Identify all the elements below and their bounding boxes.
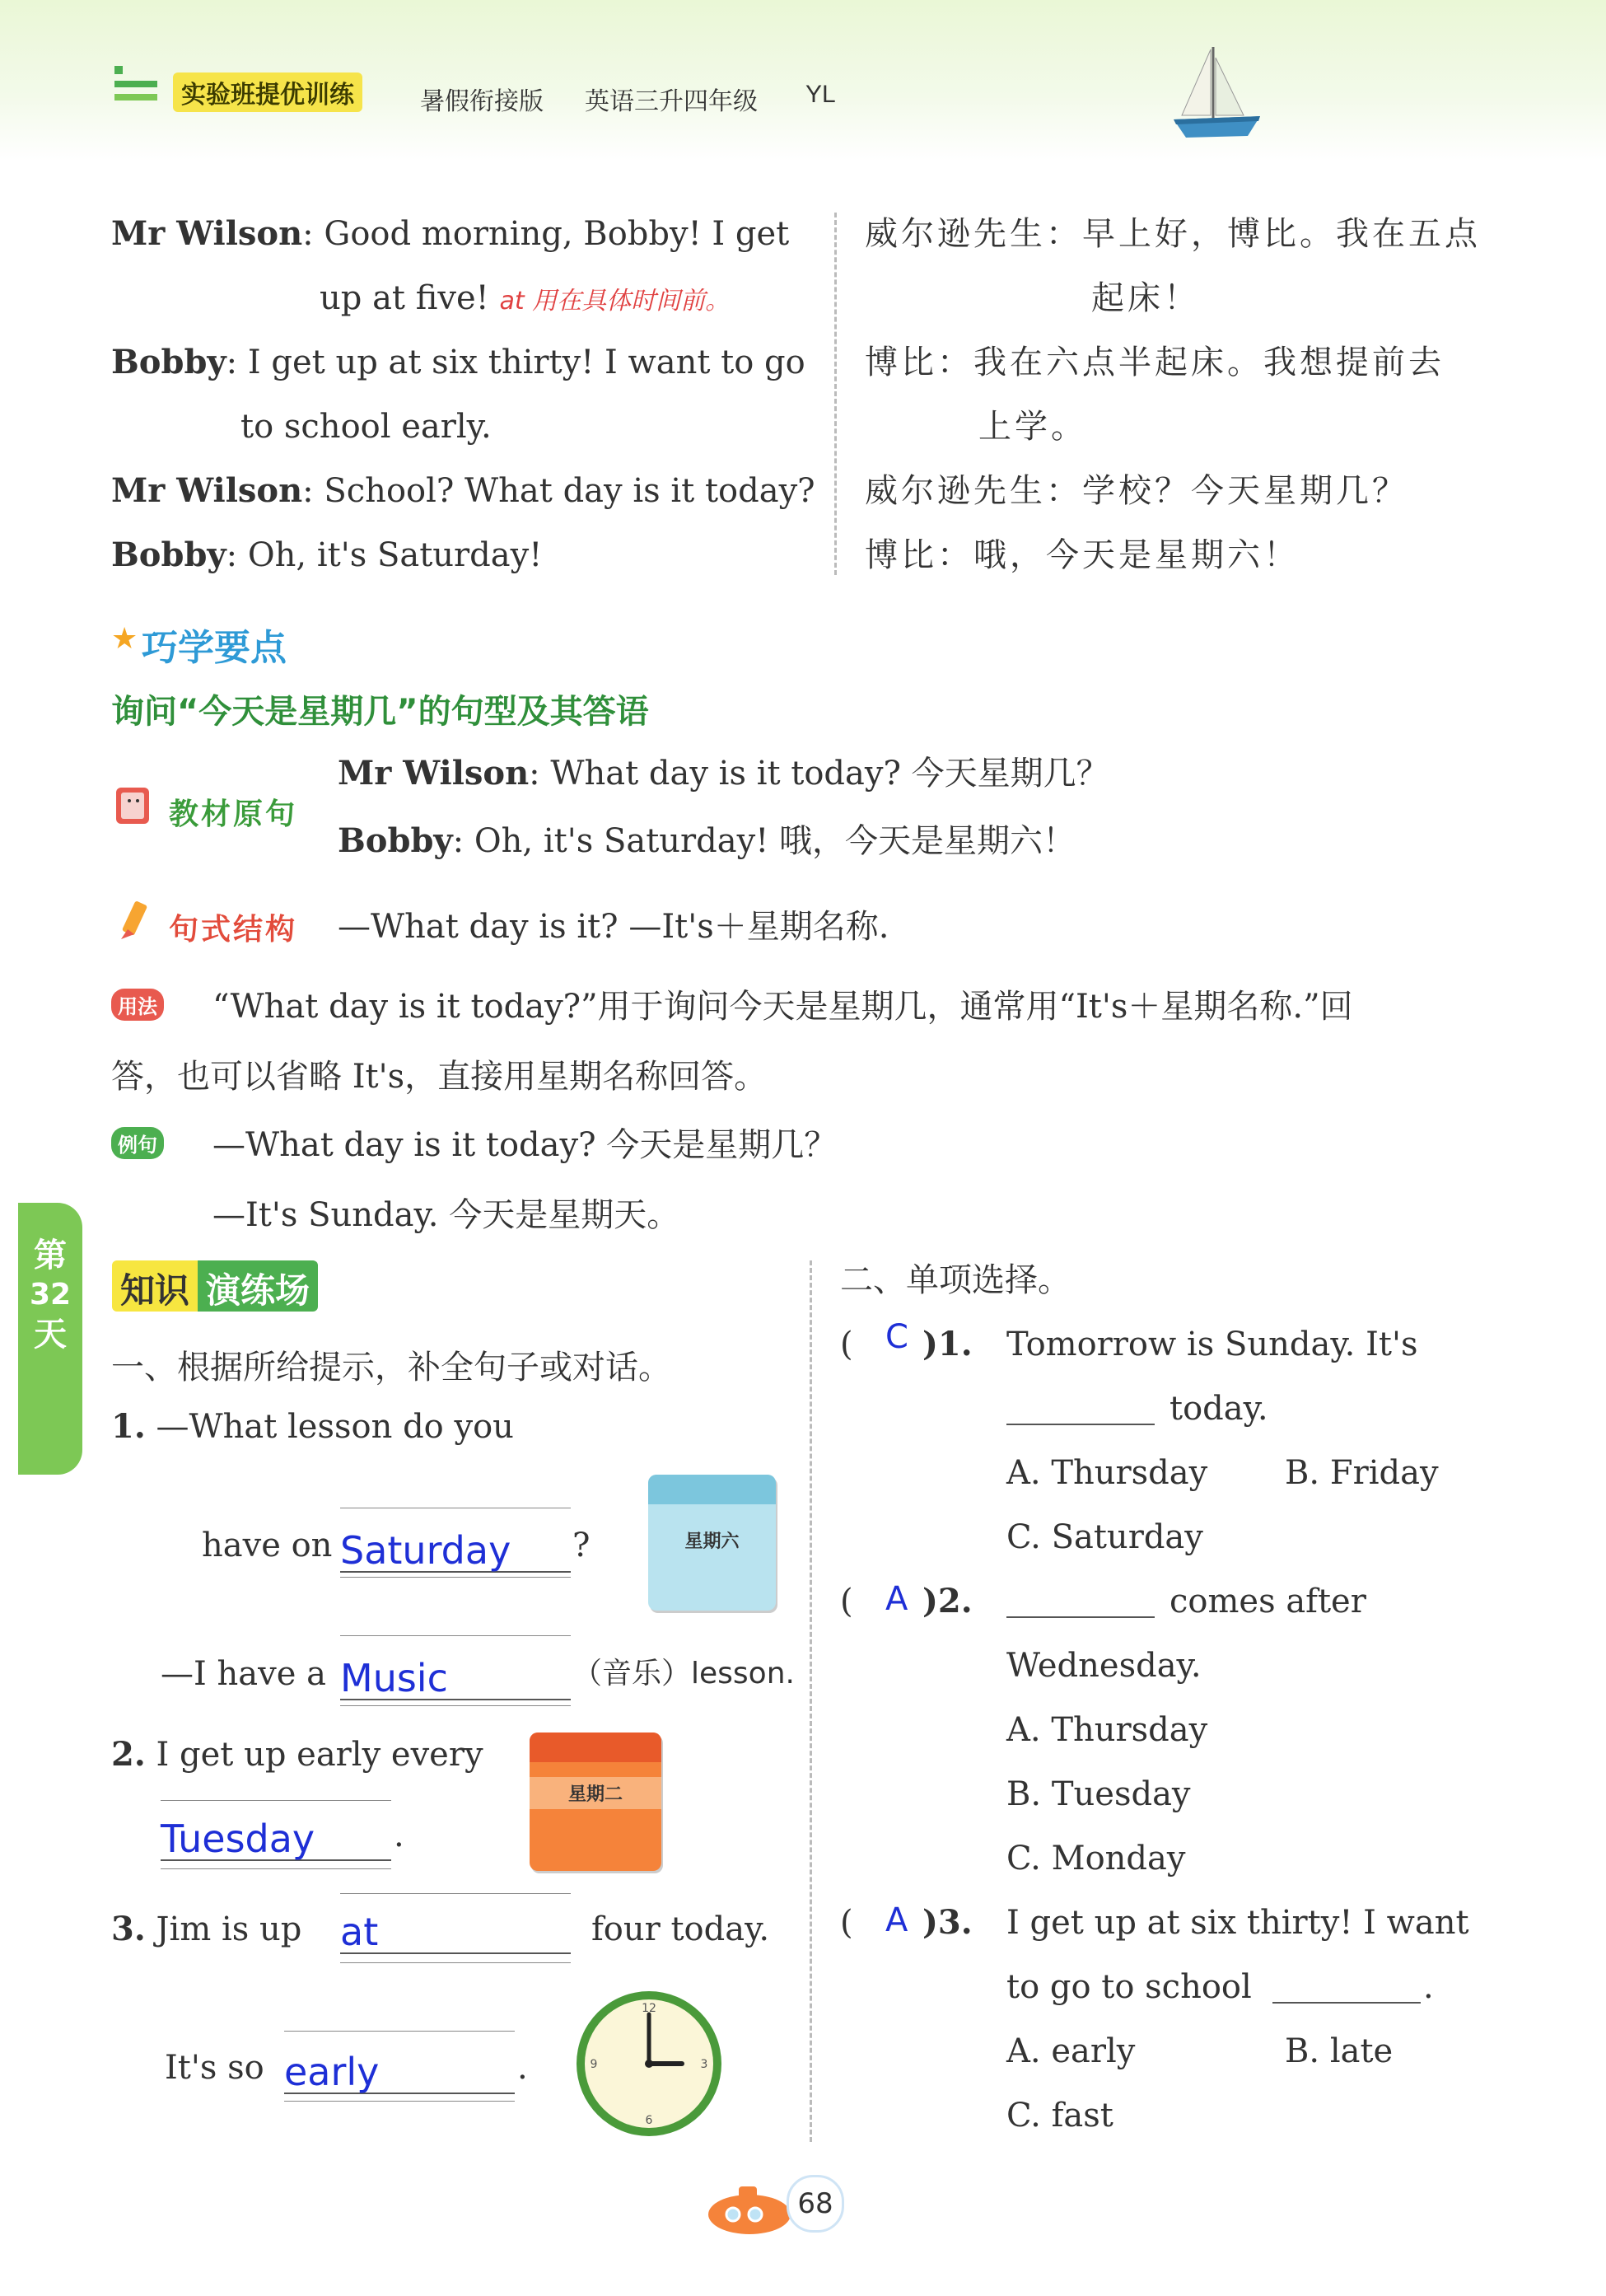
mc3-stem1: I get up at six thirty! I want <box>1006 1904 1469 1942</box>
guide-line <box>340 1635 571 1636</box>
q1-answer: Saturday <box>340 1528 511 1573</box>
day-side-tab: 第 32 天 <box>18 1203 82 1475</box>
mc3-stem2: to go to school <box>1006 1968 1252 2006</box>
textbook-label: 教材原句 <box>169 797 298 831</box>
translation-line-3: 威尔逊先生：学校？今天星期几？ <box>865 472 1408 510</box>
q3-line2-end: . <box>517 2049 528 2087</box>
header-subject: 英语三升四年级 <box>585 87 758 116</box>
practice-banner: 知识 演练场 <box>112 1260 318 1312</box>
guide-line <box>284 2101 515 2102</box>
guide-line <box>340 1893 571 1894</box>
guide-line <box>161 1800 391 1801</box>
mc1-answer: C <box>885 1318 908 1356</box>
usage-line-2: 答，也可以省略 It's，直接用星期名称回答。 <box>111 1058 768 1096</box>
mc2-option-c[interactable]: C. Monday <box>1006 1840 1186 1877</box>
mc2-stem1: comes after <box>1169 1583 1366 1620</box>
mc3-option-b[interactable]: B. late <box>1285 2032 1394 2070</box>
mc3-period: . <box>1423 1968 1434 2006</box>
example-line-1: —What day is it today? 今天是星期几？ <box>212 1126 838 1164</box>
mc3-num: )3. <box>922 1903 973 1942</box>
q1-line: 1. —What lesson do you <box>111 1407 514 1446</box>
part2-title: 二、单项选择。 <box>840 1261 1071 1299</box>
q1-reply-blank[interactable] <box>340 1656 571 1700</box>
q1-reply-answer: Music <box>340 1656 448 1700</box>
guide-line <box>161 1868 391 1869</box>
guide-line <box>340 1705 571 1706</box>
q3-line2-blank[interactable] <box>284 2050 515 2094</box>
q3-line2-answer: early <box>284 2050 380 2094</box>
guide-line <box>340 1577 571 1578</box>
mc1-option-b[interactable]: B. Friday <box>1285 1454 1439 1492</box>
q1-have-on: have on <box>202 1527 333 1564</box>
key-points-subtitle: 询问“今天是星期几”的句型及其答语 <box>111 693 649 731</box>
q3-blank[interactable] <box>340 1910 571 1954</box>
grammar-note: at 用在具体时间前。 <box>499 287 731 316</box>
clock-icon <box>571 1985 727 2142</box>
translation-line-4: 博比：哦，今天是星期六！ <box>865 536 1300 574</box>
mc2-num: )2. <box>922 1582 973 1620</box>
q1-reply-end: （音乐）lesson. <box>572 1657 795 1690</box>
q2-line: 2. I get up early every <box>111 1735 483 1774</box>
star-icon: ★ <box>111 622 138 656</box>
usage-line-1: “What day is it today?”用于询问今天是星期几，通常用“It's＋星期名称.”回 <box>212 988 1353 1026</box>
dialogue-line-1-cont: up at five! at 用在具体时间前。 <box>320 279 731 317</box>
svg-text:6: 6 <box>645 2114 653 2127</box>
example-line-2: —It's Sunday. 今天是星期天。 <box>212 1196 680 1234</box>
dialogue-divider <box>834 213 837 575</box>
mc3-answer: A <box>885 1901 908 1939</box>
translation-line-1-cont: 起床！ <box>1091 279 1200 317</box>
calendar-tuesday-icon: 星期二 <box>530 1733 661 1871</box>
logo-icon <box>111 58 161 107</box>
q3-post: four today. <box>591 1910 770 1948</box>
mc3-option-a[interactable]: A. early <box>1006 2032 1136 2070</box>
q1-blank[interactable] <box>340 1528 571 1573</box>
dialogue-line-3: Mr Wilson: School? What day is it today? <box>111 471 815 510</box>
header-code: YL <box>805 81 836 108</box>
textbook-line-2: Bobby: Oh, it's Saturday! 哦，今天是星期六！ <box>338 821 1076 860</box>
svg-text:12: 12 <box>642 2002 656 2015</box>
mc2-stem2: Wednesday. <box>1006 1647 1202 1685</box>
practice-divider <box>810 1260 812 2142</box>
book-icon <box>111 783 157 829</box>
guide-line <box>284 2031 515 2032</box>
guide-line <box>340 1962 571 1963</box>
mc1-blank[interactable] <box>1006 1424 1155 1425</box>
translation-line-2: 博比：我在六点半起床。我想提前去 <box>865 344 1445 381</box>
q1-reply-pre: —I have a <box>161 1655 326 1693</box>
mc2-option-b[interactable]: B. Tuesday <box>1006 1775 1191 1813</box>
structure-text: —What day is it? —It's＋星期名称. <box>338 908 889 946</box>
q3-answer: at <box>340 1910 379 1954</box>
usage-pill: 用法 <box>111 989 164 1021</box>
structure-label: 句式结构 <box>169 913 298 947</box>
dialogue-line-1: Mr Wilson: Good morning, Bobby! I get <box>111 214 790 253</box>
mc3-option-c[interactable]: C. fast <box>1006 2097 1113 2135</box>
mc3-paren: ( <box>840 1904 853 1942</box>
q1-qmark: ? <box>572 1527 591 1564</box>
example-pill: 例句 <box>111 1127 164 1159</box>
mc1-option-c[interactable]: C. Saturday <box>1006 1518 1203 1556</box>
mc2-paren: ( <box>840 1583 853 1620</box>
sailboat-icon <box>1169 45 1264 144</box>
mc2-blank[interactable] <box>1006 1616 1155 1618</box>
submarine-icon <box>704 2175 795 2241</box>
mc1-option-a[interactable]: A. Thursday <box>1006 1454 1208 1492</box>
part1-title: 一、根据所给提示，补全句子或对话。 <box>111 1349 671 1386</box>
mc1-num: )1. <box>922 1325 973 1363</box>
svg-text:3: 3 <box>700 2058 708 2071</box>
q2-period: . <box>394 1817 404 1854</box>
dialogue-line-4: Bobby: Oh, it's Saturday! <box>111 535 543 574</box>
mc2-option-a[interactable]: A. Thursday <box>1006 1711 1208 1749</box>
translation-line-1: 威尔逊先生：早上好，博比。我在五点 <box>865 215 1481 253</box>
dialogue-line-2-cont: to school early. <box>240 408 492 446</box>
page-number: 68 <box>787 2175 844 2233</box>
key-points-title: 巧学要点 <box>142 627 287 669</box>
mc1-paren: ( <box>840 1326 853 1363</box>
dialogue-line-2: Bobby: I get up at six thirty! I want to go <box>111 343 805 381</box>
header-edition: 暑假衔接版 <box>420 87 544 116</box>
mc3-blank[interactable] <box>1272 2002 1421 2004</box>
mc1-stem1: Tomorrow is Sunday. It's <box>1006 1326 1418 1363</box>
mc1-stem2: today. <box>1169 1390 1268 1428</box>
header-title: 实验班提优训练 <box>173 72 362 112</box>
q3-line: 3. Jim is up <box>111 1910 302 1948</box>
calendar-saturday-icon: 星期六 <box>648 1475 776 1611</box>
q3-line2-pre: It's so <box>165 2049 264 2087</box>
mc2-answer: A <box>885 1580 908 1618</box>
textbook-line-1: Mr Wilson: What day is it today? 今天星期几？ <box>338 754 1109 793</box>
q2-answer: Tuesday <box>161 1817 315 1861</box>
svg-text:9: 9 <box>590 2058 598 2071</box>
q2-blank[interactable] <box>161 1817 391 1861</box>
translation-line-2-cont: 上学。 <box>978 408 1087 446</box>
pencil-icon <box>111 898 157 947</box>
